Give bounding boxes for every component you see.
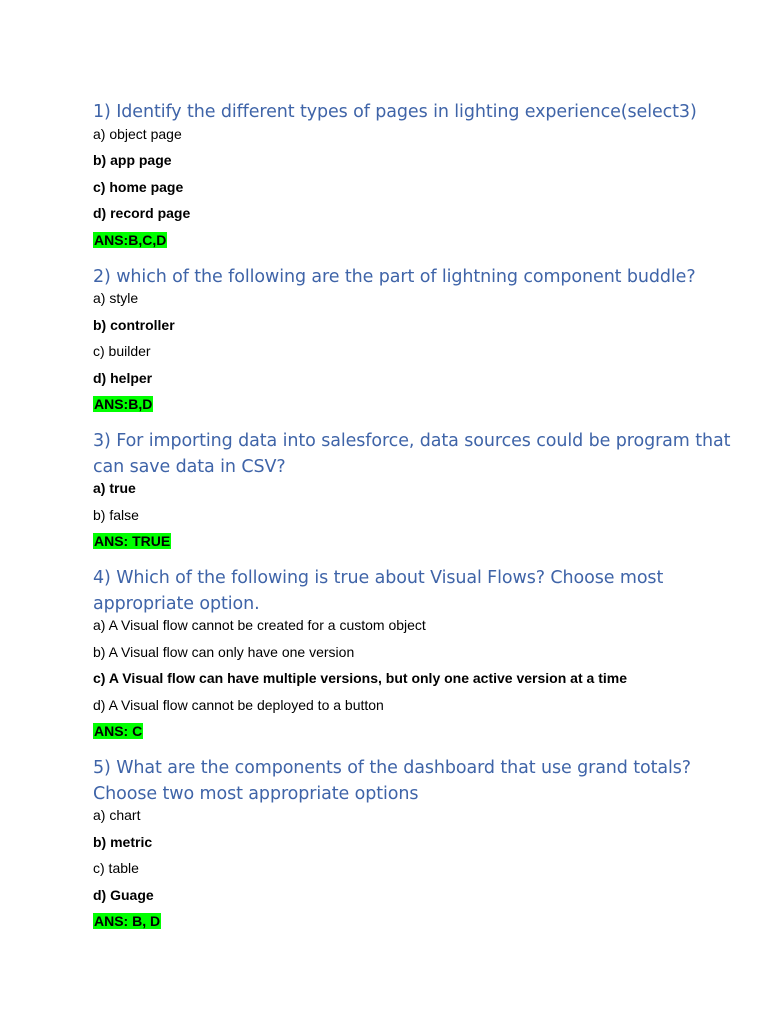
option-d: d) helper (93, 369, 153, 386)
option-a: a) A Visual flow cannot be created for a custom object (93, 617, 426, 633)
question-title: 1) Identify the different types of pages in lighting experience(select3) (93, 102, 697, 122)
option-c: c) home page (93, 178, 184, 195)
option-b: b) false (93, 506, 139, 523)
option-d: d) record page (93, 205, 191, 221)
answer-line (93, 533, 733, 550)
option-c: c) builder (93, 343, 151, 359)
option-c: c) A Visual flow can have multiple versions, but only one active version at a time (93, 670, 627, 686)
option-b: b) A Visual flow can only have one version (93, 643, 355, 660)
option-a: a) object page (93, 125, 182, 142)
question-title: 4) Which of the following is true about Visual Flows? Choose most appropriate option. (93, 568, 664, 614)
answer-highlight: ANS:B,C,D (94, 231, 167, 248)
question-4 (93, 566, 733, 740)
answer-line (93, 232, 733, 249)
answer-line (93, 396, 733, 413)
option-d: d) A Visual flow cannot be deployed to a button (93, 696, 384, 713)
answer-highlight: ANS: C (94, 723, 143, 739)
option-b: b) app page (93, 152, 172, 168)
answer-line (93, 913, 733, 930)
question-3 (93, 429, 733, 550)
option-b: b) controller (93, 316, 175, 333)
option-a: a) style (93, 290, 139, 306)
question-title: 2) which of the following are the part of lightning component buddle? (93, 266, 696, 287)
question-1 (93, 100, 733, 249)
option-d: d) Guage (93, 886, 154, 903)
option-b: b) metric (93, 833, 153, 850)
answer-highlight: ANS:B,D (94, 396, 153, 412)
option-a: a) true (93, 480, 136, 496)
option-c: c) table (93, 860, 139, 876)
question-2 (93, 265, 733, 414)
option-a: a) chart (93, 807, 141, 823)
answer-highlight: ANS: B, D (94, 913, 161, 929)
quiz-content (93, 100, 733, 946)
question-5 (93, 756, 733, 930)
answer-line (93, 723, 733, 740)
answer-highlight: ANS: TRUE (94, 533, 171, 549)
question-title: 3) For importing data into salesforce, data sources could be program that can save data in CSV? (93, 431, 731, 477)
question-title: 5) What are the components of the dashboard that use grand totals? Choose two most appropriate options (93, 758, 691, 804)
